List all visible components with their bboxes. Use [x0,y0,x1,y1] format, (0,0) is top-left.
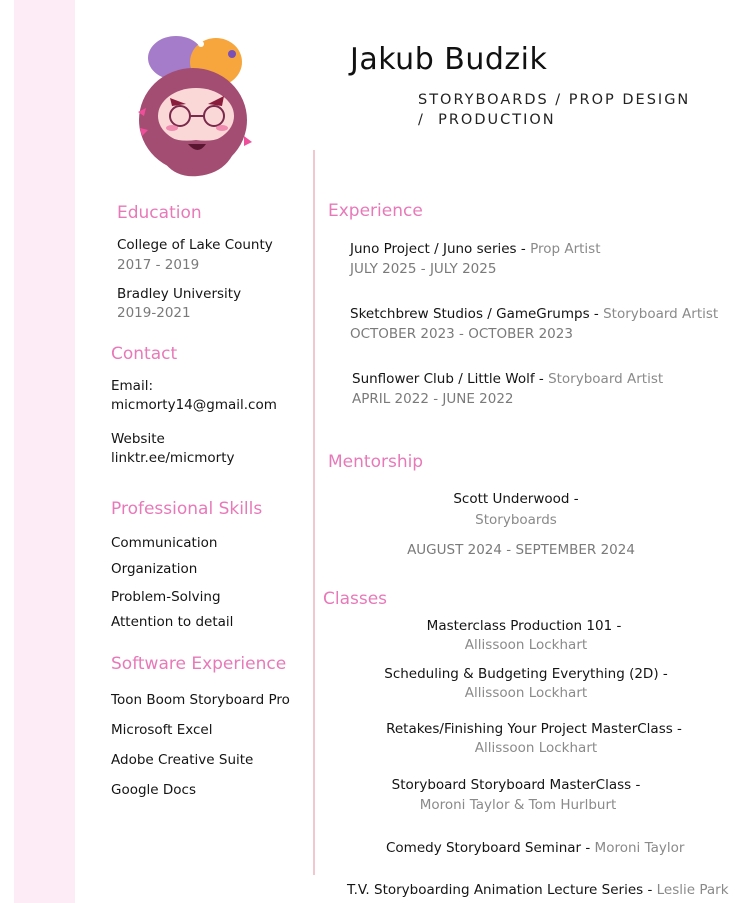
class-name: Retakes/Finishing Your Project MasterClass - [386,721,682,737]
experience-company: Sketchbrew Studios / GameGrumps [350,306,590,322]
column-divider [313,150,315,875]
class-name: Comedy Storyboard Seminar - [386,840,591,856]
experience-role: Storyboard Artist [603,306,719,322]
email-link[interactable]: micmorty14@gmail.com [111,397,277,413]
website-label: Website [111,431,165,447]
skill-item: Problem-Solving [111,589,221,605]
experience-dates: JULY 2025 - JULY 2025 [350,261,497,277]
class-name: Storyboard Storyboard MasterClass - [391,777,641,793]
software-item: Google Docs [111,782,197,798]
skill-item: Communication [111,535,218,551]
class-instructor: Allissoon Lockhart [464,685,588,701]
email-label: Email: [111,378,154,394]
education-years: 2019-2021 [117,305,191,321]
class-instructor: Allissoon Lockhart [464,637,588,653]
experience-company: Juno Project / Juno series [350,241,517,257]
education-school: Bradley University [117,286,242,302]
software-item: Microsoft Excel [111,722,213,738]
section-title-experience: Experience [328,201,423,221]
experience-role: Storyboard Artist [548,371,664,387]
section-title-mentorship: Mentorship [328,452,424,472]
skill-item: Attention to detail [111,614,234,630]
mentor-focus: Storyboards [475,512,557,528]
software-item: Adobe Creative Suite [111,752,254,768]
class-name: Scheduling & Budgeting Everything (2D) - [384,666,668,682]
mentorship-dates: AUGUST 2024 - SEPTEMBER 2024 [407,542,635,558]
education-school: College of Lake County [117,237,273,253]
class-instructor: Moroni Taylor [594,840,685,856]
subtitle-line-2: / PRODUCTION [418,112,556,128]
class-instructor: Moroni Taylor & Tom Hurlburt [419,797,617,813]
section-title-skills: Professional Skills [111,499,263,519]
subtitle-line-1: STORYBOARDS / PROP DESIGN [418,92,691,108]
experience-dates: OCTOBER 2023 - OCTOBER 2023 [350,326,573,342]
class-instructor: Allissoon Lockhart [474,740,598,756]
class-entry [386,839,684,858]
experience-dates: APRIL 2022 - JUNE 2022 [352,391,514,407]
skill-item: Organization [111,561,198,577]
software-item: Toon Boom Storyboard Pro [111,692,290,708]
experience-company: Sunflower Club / Little Wolf [352,371,535,387]
section-title-classes: Classes [323,589,388,609]
class-entry [347,881,729,900]
mentor-name: Scott Underwood - [453,491,579,507]
avatar [128,32,258,182]
cartoon-bearded-man-avatar-icon [128,32,258,182]
section-title-contact: Contact [111,344,178,364]
candidate-name: Jakub Budzik [350,42,548,77]
section-title-software: Software Experience [111,654,287,674]
class-name: Masterclass Production 101 - [426,618,622,634]
education-years: 2017 - 2019 [117,257,200,273]
experience-role: Prop Artist [530,241,601,257]
experience-entry: Sketchbrew Studios / GameGrumps - Storyboard Artist [350,306,719,322]
class-instructor: Leslie Park [656,882,729,898]
experience-entry: Juno Project / Juno series - Prop Artist [350,241,601,257]
experience-entry: Sunflower Club / Little Wolf - Storyboard Artist [352,371,664,387]
side-stripe [14,0,75,903]
section-title-education: Education [117,203,202,223]
website-link[interactable]: linktr.ee/micmorty [111,450,235,466]
class-name: T.V. Storyboarding Animation Lecture Series - [347,882,653,898]
